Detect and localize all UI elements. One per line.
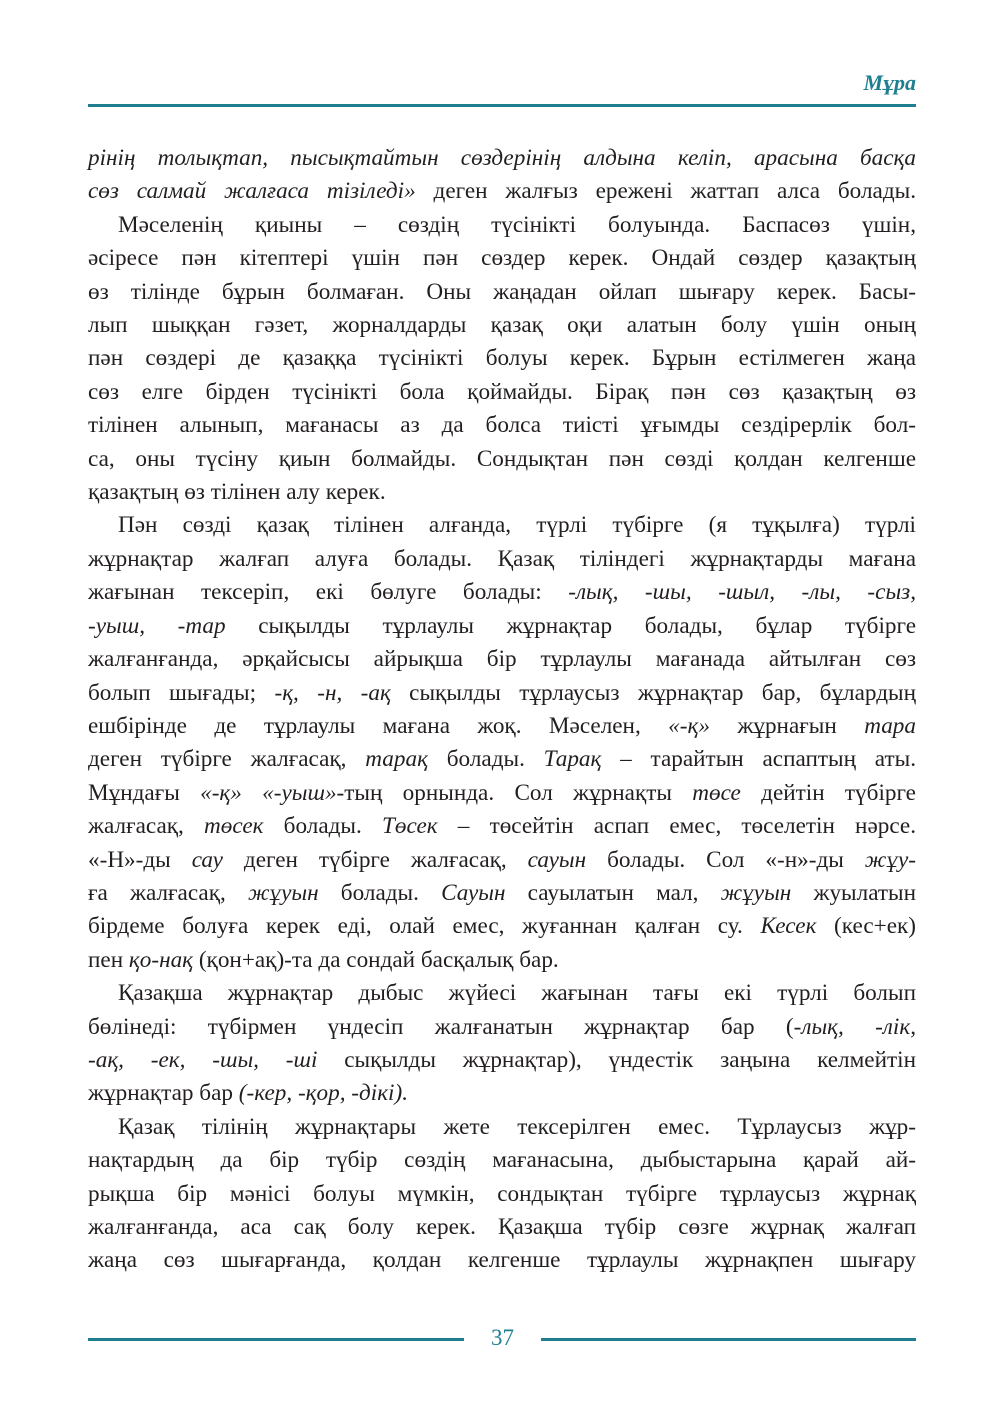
- text-line: [88, 342, 916, 375]
- italic-run: жұуын: [720, 879, 792, 906]
- text-run: жалғанғанда, әрқайсысы айрықша бір тұрлаулы мағанада айтылған сөз: [88, 646, 916, 673]
- text-run: Қазақша жұрнақтар дыбыс жүйесі жағынан тағы екі түрлі болып: [118, 980, 916, 1007]
- italic-run: -лық, -шы, -шыл, -лы, -сыз,: [568, 579, 916, 606]
- text-run: қазақтың өз тілінен алу керек.: [88, 479, 386, 506]
- italic-run: сөз салмай жалғаса тізіледі»: [88, 178, 416, 205]
- text-line: [88, 276, 916, 309]
- text-run: жаңа сөз шығарғанда, қолдан келгенше тұрлаулы жұрнақпен шығару: [88, 1247, 916, 1274]
- text-run: лып шыққан гәзет, жорналдарды қазақ оқи алатын болу үшін оның: [88, 312, 916, 339]
- text-line: [88, 509, 916, 542]
- text-line: [88, 1011, 916, 1044]
- italic-run: жұуын: [247, 879, 319, 906]
- text-line: [88, 877, 916, 910]
- text-run: жұрнағын: [709, 712, 865, 739]
- text-line: [88, 1178, 916, 1211]
- text-line: [88, 209, 916, 242]
- italic-run: төсек: [204, 813, 264, 840]
- text-run: жуылатын: [791, 879, 917, 906]
- text-line: [88, 910, 916, 943]
- italic-run: (-кер, -қор, -дікі).: [238, 1080, 409, 1107]
- text-line: [88, 610, 916, 643]
- page-number: 37: [491, 1325, 514, 1350]
- italic-run: тара: [864, 712, 916, 739]
- paragraph: [88, 142, 916, 209]
- text-line: [88, 677, 916, 710]
- text-line: [88, 1044, 916, 1077]
- italic-run: тарақ: [365, 746, 428, 773]
- text-line: [88, 977, 916, 1010]
- text-run: пен: [88, 946, 129, 973]
- text-line: [88, 1244, 916, 1277]
- text-run: пән сөздері де қазаққа түсінікті болуы керек. Бұрын естілмеген жаңа: [88, 345, 916, 372]
- text-run: жұрнақтар бар: [88, 1080, 239, 1107]
- italic-run: жұу-: [864, 846, 916, 873]
- text-line: [88, 810, 916, 843]
- text-line: [88, 1144, 916, 1177]
- text-run: сөз елге бірден түсінікті бола қоймайды. Бірақ пән сөз қазақтың өз: [88, 378, 916, 405]
- italic-run: Кесек: [760, 913, 817, 940]
- text-run: рықша бір мәнісі болуы мүмкін, сондықтан түбірге тұрлаусыз жұрнақ: [88, 1180, 916, 1207]
- text-run: сауылатын мал,: [505, 879, 721, 906]
- text-line: [88, 844, 916, 877]
- header-rule: [88, 104, 916, 107]
- text-line: [88, 443, 916, 476]
- text-line: [88, 242, 916, 275]
- text-run: сықылды тұрлаулы жұрнақтар болады, бұлар түбірге: [225, 612, 916, 639]
- text-line: [88, 944, 916, 977]
- text-run: жұрнақтар жалғап алуға болады. Қазақ тіліндегі жұрнақтарды мағана: [88, 545, 916, 572]
- text-run: нақтардың да бір түбір сөздің мағанасына, дыбыстарына қарай ай-: [88, 1147, 916, 1174]
- text-line: [88, 710, 916, 743]
- italic-run: «-қ» «-уыш»: [200, 779, 337, 806]
- text-line: [88, 142, 916, 175]
- text-run: дейтін түбірге: [740, 779, 916, 806]
- text-run: болады.: [263, 813, 382, 840]
- text-line: [88, 476, 916, 509]
- text-run: са, оны түсіну қиын болмайды. Сондықтан пән сөзді қолдан келгенше: [88, 445, 916, 472]
- italic-run: Сауын: [441, 879, 506, 906]
- text-line: [88, 777, 916, 810]
- italic-run: қо-нақ: [128, 946, 194, 973]
- text-run: деген жалғыз ережені жаттап алса болады.: [415, 178, 916, 205]
- text-run: өз тілінде бұрын болмаған. Оны жаңадан ойлап шығару керек. Басы-: [88, 278, 916, 305]
- paragraph: [88, 977, 916, 1111]
- running-title: Мұра: [863, 70, 916, 95]
- italic-run: Тарақ: [543, 746, 602, 773]
- text-run: ға жалғасақ,: [88, 879, 248, 906]
- text-run: жағынан тексеріп, екі бөлуге болады:: [88, 579, 569, 606]
- text-run: жалғасақ,: [88, 813, 205, 840]
- text-line: [88, 576, 916, 609]
- text-run: -тың орнында. Сол жұрнақты: [336, 779, 693, 806]
- italic-run: сау: [191, 846, 223, 873]
- text-run: болады.: [427, 746, 544, 773]
- text-run: Пән сөзді қазақ тілінен алғанда, түрлі түбірге (я тұқылға) түрлі: [118, 512, 916, 539]
- italic-run: -лық, -лік,: [793, 1013, 916, 1040]
- text-run: Мұндағы: [88, 779, 201, 806]
- italic-run: төсе: [692, 779, 741, 806]
- text-run: – тарайтын аспаптың аты.: [601, 746, 916, 773]
- italic-run: Төсек: [381, 813, 438, 840]
- text-run: бөлінеді: түбірмен үндесіп жалғанатын жұрнақтар бар (: [88, 1013, 794, 1040]
- text-run: – төсейтін аспап емес, төселетін нәрсе.: [437, 813, 917, 840]
- text-run: Қазақ тілінің жұрнақтары жете тексерілген емес. Тұрлаусыз жұр-: [118, 1113, 916, 1140]
- footer-rule-left: [88, 1338, 464, 1341]
- text-run: (қон+ақ)-та да сондай басқалық бар.: [193, 946, 559, 973]
- italic-run: рінің толықтап, пысықтайтын сөздерінің алдына келіп, арасына басқа: [88, 145, 916, 171]
- text-line: [88, 643, 916, 676]
- paragraph: [88, 209, 916, 510]
- text-run: тілінен алынып, мағанасы аз да болса тиісті ұғымды сездірерлік бол-: [88, 412, 916, 439]
- text-run: сықылды тұрлаусыз жұрнақтар бар, бұлардың: [390, 679, 916, 706]
- italic-run: -ақ, -ек, -шы, -ші: [88, 1046, 318, 1073]
- text-run: Мәселенің қиыны – сөздің түсінікті болуында. Баспасөз үшін,: [118, 211, 916, 238]
- text-run: болып шығады;: [88, 679, 275, 706]
- text-line: [88, 175, 916, 208]
- text-line: [88, 376, 916, 409]
- text-run: әсіресе пән кітептері үшін пән сөздер керек. Ондай сөздер қазақтың: [88, 245, 916, 272]
- text-line: [88, 1211, 916, 1244]
- text-run: сықылды жұрнақтар), үндестік заңына келмейтін: [317, 1046, 916, 1073]
- text-line: [88, 543, 916, 576]
- paragraph: [88, 509, 916, 977]
- text-line: [88, 743, 916, 776]
- text-run: болады. Сол «-н»-ды: [586, 846, 865, 873]
- text-run: деген түбірге жалғасақ,: [88, 746, 366, 773]
- text-run: «-Н»-ды: [88, 846, 192, 873]
- text-line: [88, 1077, 916, 1110]
- text-line: [88, 309, 916, 342]
- text-line: [88, 409, 916, 442]
- text-run: деген түбірге жалғасақ,: [222, 846, 528, 873]
- text-run: бірдеме болуға керек еді, олай емес, жуғаннан қалған су.: [88, 913, 761, 940]
- text-run: жалғанғанда, аса сақ болу керек. Қазақша түбір сөзге жұрнақ жалғап: [88, 1214, 916, 1240]
- italic-run: -қ, -н, -ақ: [274, 679, 391, 706]
- italic-run: -уыш, -тар: [88, 612, 226, 639]
- text-run: (кес+ек): [816, 913, 916, 940]
- text-line: [88, 1111, 916, 1144]
- paragraph: [88, 1111, 916, 1278]
- italic-run: сауын: [527, 846, 587, 873]
- footer-rule-right: [541, 1338, 916, 1341]
- text-run: болады.: [318, 879, 442, 906]
- italic-run: «-қ»: [668, 712, 710, 739]
- body-text: [88, 142, 916, 1278]
- text-run: ешбірінде де тұрлаулы мағана жоқ. Мәселен,: [88, 712, 669, 739]
